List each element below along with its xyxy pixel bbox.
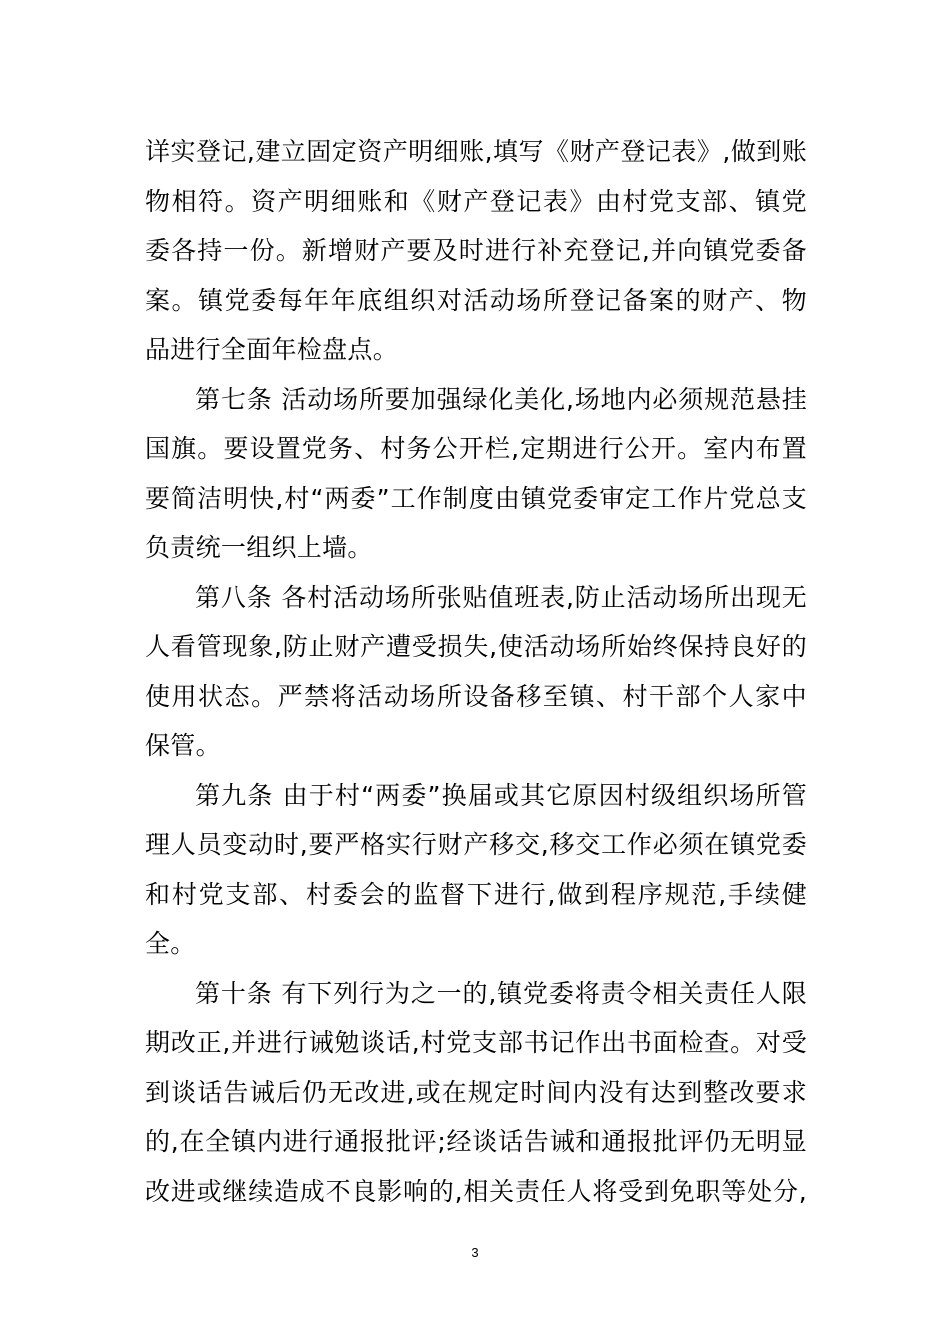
text-line: 的,在全镇内进行通报批评;经谈话告诫和通报批评仍无明显 (145, 1127, 807, 1156)
text-line: 全。 (145, 929, 196, 958)
text-line: 第九条 由于村“两委”换届或其它原因村级组织场所管 (195, 780, 807, 810)
page-number: 3 (471, 1245, 479, 1260)
text-line: 品进行全面年检盘点。 (145, 335, 399, 364)
text-line: 第八条 各村活动场所张贴值班表,防止活动场所出现无 (195, 582, 807, 612)
paragraph (145, 127, 807, 375)
text-line: 案。镇党委每年年底组织对活动场所登记备案的财产、物 (145, 285, 807, 315)
article-9 (145, 771, 807, 969)
text-line: 人看管现象,防止财产遭受损失,使活动场所始终保持良好的 (145, 632, 807, 661)
text-line: 第七条 活动场所要加强绿化美化,场地内必须规范悬挂 (195, 384, 807, 414)
text-line: 要简洁明快,村“两委”工作制度由镇党委审定工作片党总支 (145, 483, 807, 513)
text-line: 详实登记,建立固定资产明细账,填写《财产登记表》,做到账 (145, 137, 807, 166)
text-line: 委各持一份。新增财产要及时进行补充登记,并向镇党委备 (145, 236, 807, 265)
text-line: 到谈话告诫后仍无改进,或在规定时间内没有达到整改要求 (145, 1077, 807, 1107)
text-line: 物相符。资产明细账和《财产登记表》由村党支部、镇党 (145, 186, 807, 216)
text-line: 第十条 有下列行为之一的,镇党委将责令相关责任人限 (195, 978, 807, 1008)
text-line: 使用状态。严禁将活动场所设备移至镇、村干部个人家中 (145, 681, 807, 711)
text-line: 期改正,并进行诫勉谈话,村党支部书记作出书面检查。对受 (145, 1028, 807, 1057)
body-text (145, 127, 807, 1216)
text-line: 负责统一组织上墙。 (145, 533, 373, 562)
article-8 (145, 573, 807, 771)
text-line: 和村党支部、村委会的监督下进行,做到程序规范,手续健 (145, 879, 807, 909)
text-line: 理人员变动时,要严格实行财产移交,移交工作必须在镇党委 (145, 830, 807, 859)
text-line: 改进或继续造成不良影响的,相关责任人将受到免职等处分, (145, 1176, 807, 1206)
text-line: 保管。 (145, 731, 221, 760)
article-7 (145, 375, 807, 573)
text-line: 国旗。要设置党务、村务公开栏,定期进行公开。室内布置 (145, 434, 807, 463)
article-10 (145, 969, 807, 1217)
